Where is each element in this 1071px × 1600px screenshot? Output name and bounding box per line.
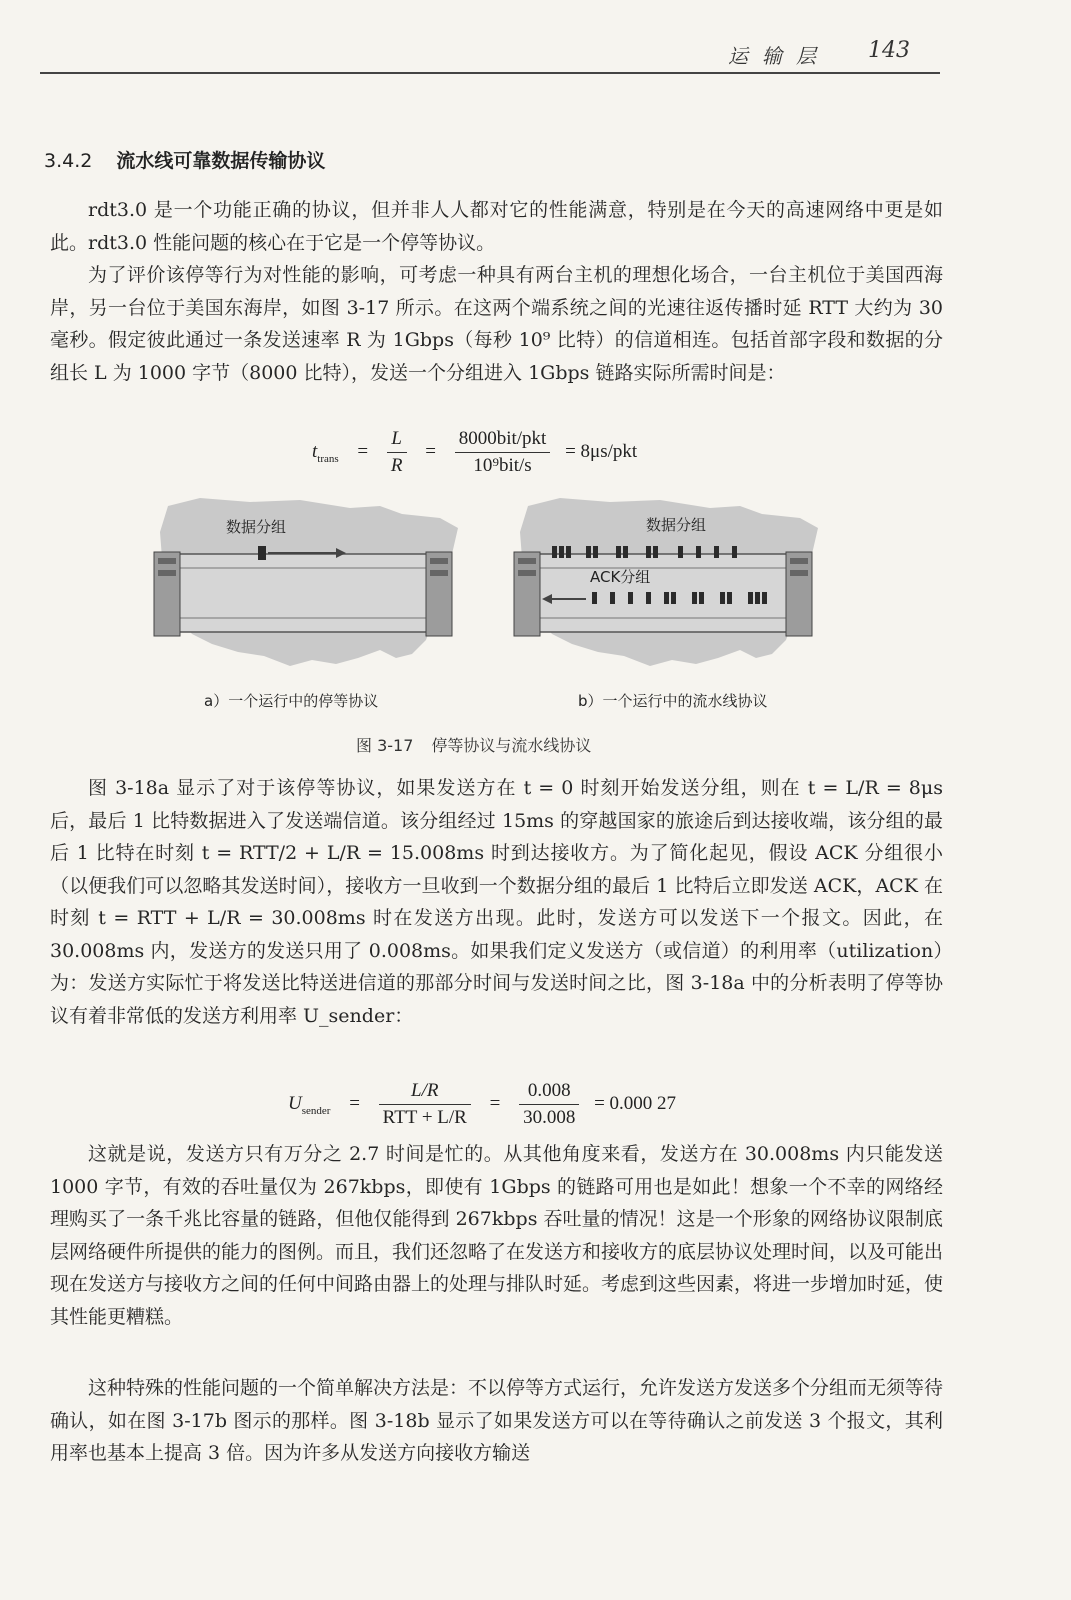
formula-ttrans-frac2: $\frac{\text{8000bit/pkt}}{\text{10⁹bit/s}}$ bbox=[455, 428, 551, 477]
figure-title-text: 停等协议与流水线协议 bbox=[431, 736, 592, 755]
figure-caption-b: b）一个运行中的流水线协议 bbox=[578, 692, 768, 710]
sender-host-right bbox=[514, 552, 540, 636]
formula-ttrans: $t_{trans}$ = $\frac{L}{R}$ = $\frac{\text{8000bit/pkt}}{\text{10⁹bit/s}}$ = 8μs/pkt bbox=[312, 428, 638, 476]
receiver-host-right bbox=[786, 552, 812, 636]
page-number: 143 bbox=[868, 38, 910, 63]
receiver-host-left bbox=[426, 552, 452, 636]
figure-caption-a: a）一个运行中的停等协议 bbox=[204, 692, 379, 710]
formula-ttrans-frac1: $\frac{L}{R}$ bbox=[387, 428, 407, 477]
paragraph-5: 这种特殊的性能问题的一个简单解决方法是：不以停等方式运行，允许发送方发送多个分组而无须等待确认，如在图 3-17b 图示的那样。图 3-18b 显示了如果发送方可以在等待确认之前发送 3 个报文，其利用率也基本上提高 3 倍。因为许多从发送方向接收方输送 bbox=[50, 1377, 944, 1464]
running-header bbox=[40, 38, 940, 74]
sender-host-left bbox=[154, 552, 180, 636]
formula-ttrans-result: = 8μs/pkt bbox=[565, 440, 638, 462]
formula-ttrans-lhs: $t_{trans}$ bbox=[312, 440, 339, 465]
data-packet-left bbox=[258, 546, 266, 560]
label-data-packet-right: 数据分组 bbox=[646, 516, 707, 534]
label-data-packet-left: 数据分组 bbox=[226, 518, 287, 536]
label-ack-packet: ACK分组 bbox=[590, 568, 651, 586]
formula-usender-frac1: $\frac{L/R}{\text{RTT + L/R}}$ bbox=[379, 1080, 471, 1129]
section-heading bbox=[44, 146, 325, 173]
formula-usender: $U_{sender}$ = $\frac{L/R}{\text{RTT + L/R}}$ = $\frac{0.008}{30.008}$ = 0.000 27 bbox=[288, 1080, 677, 1128]
formula-usender-result: = 0.000 27 bbox=[594, 1092, 677, 1114]
figure-title bbox=[356, 733, 591, 756]
network-illustration bbox=[140, 488, 840, 698]
section-number: 3.4.2 bbox=[44, 150, 93, 172]
chapter-title: 运输层 bbox=[728, 44, 830, 68]
formula-usender-frac2: $\frac{0.008}{30.008}$ bbox=[519, 1080, 579, 1129]
paragraph-3: 图 3-18a 显示了对于该停等协议，如果发送方在 t = 0 时刻开始发送分组，则在 t = L/R = 8μs 后，最后 1 比特数据进入了发送端信道。该分组经过 15ms 的穿越国家的旅途后到达接收端，该分组的最后 1 比特在时刻 t = RTT/2 + L/R = 15.008ms 时到达接收方。为了简化起见，假设 ACK 分组很小（以便我们可以忽略其发送时间），接收方一旦收到一个数据分组的最后 1 比特后立即发送 ACK，ACK 在时刻 t = RTT + L/R = 30.008ms 时在发送方出现。此时，发送方可以发送下一个报文。因此，在 30.008ms 内，发送方的发送只用了 0.008ms。如果我们定义发送方（或信道）的利用率（utilization）为：发送方实际忙于将发送比特送进信道的那部分时间与发送时间之比，图 3-18a 中的分析表明了停等协议有着非常低的发送方利用率 U_sender： bbox=[50, 777, 943, 1027]
paragraph-2: 为了评价该停等行为对性能的影响，可考虑一种具有两台主机的理想化场合，一台主机位于美国西海岸，另一台位于美国东海岸，如图 3-17 所示。在这两个端系统之间的光速往返传播时延 RTT 大约为 30 毫秒。假定彼此通过一条发送速率 R 为 1Gbps（每秒 10⁹ 比特）的信道相连。包括首部字段和数据的分组长 L 为 1000 字节（8000 比特），发送一个分组进入 1Gbps 链路实际所需时间是： bbox=[50, 264, 943, 384]
section-title-text: 流水线可靠数据传输协议 bbox=[116, 150, 326, 172]
figure-number: 图 3-17 bbox=[356, 736, 414, 755]
formula-usender-lhs: $U_{sender}$ bbox=[288, 1092, 331, 1117]
paragraph-1: rdt3.0 是一个功能正确的协议，但并非人人都对它的性能满意，特别是在今天的高速网络中更是如此。rdt3.0 性能问题的核心在于它是一个停等协议。 bbox=[50, 199, 943, 254]
figure-3-17 bbox=[140, 488, 840, 698]
paragraph-4: 这就是说，发送方只有万分之 2.7 时间是忙的。从其他角度来看，发送方在 30.008ms 内只能发送 1000 字节，有效的吞吐量仅为 267kbps，即使有 1Gbps 的链路可用也是如此！想象一个不幸的网络经理购买了一条千兆比容量的链路，但他仅能得到 267kbps 吞吐量的情况！这是一个形象的网络协议限制底层网络硬件所提供的能力的图例。而且，我们还忽略了在发送方和接收方的底层协议处理时间，以及可能出现在发送方与接收方之间的任何中间路由器上的处理与排队时延。考虑到这些因素，将进一步增加时延，使其性能更糟糕。 bbox=[50, 1143, 944, 1328]
